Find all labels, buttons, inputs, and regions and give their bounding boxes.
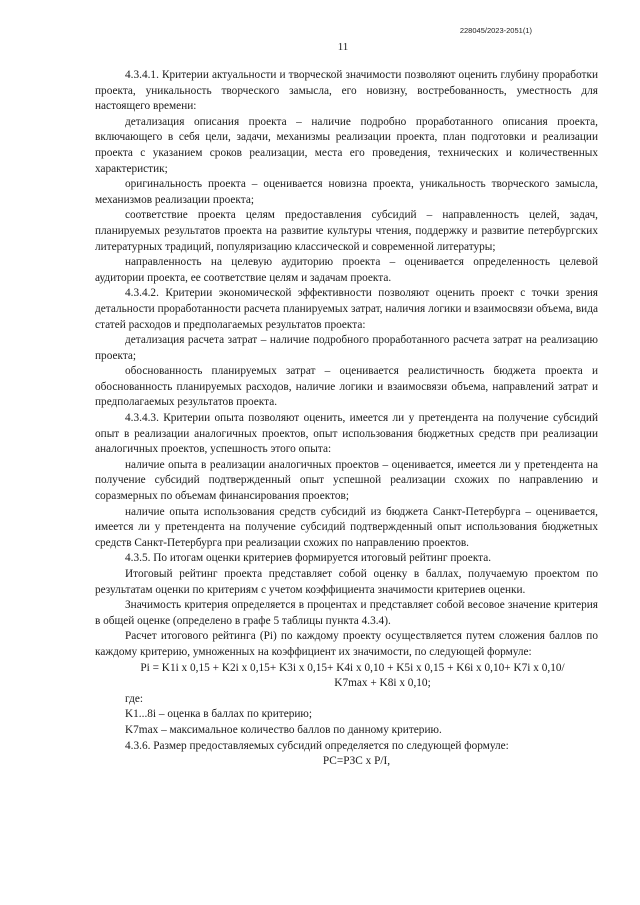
paragraph-4-3-4-1: 4.3.4.1. Критерии актуальности и творческой значимости позволяют оценить глубину проработки проекта, уникальность творческого замысла, его новизну, востребованность, уместность для настоящего времени: [95,69,598,113]
paragraph-4-3-4-2: 4.3.4.2. Критерии экономической эффективности позволяют оценить проект с точки зрения детальности проработанности расчета планируемых затрат, наличия логики и взаимосвязи объема, вида статей расходов и предполагаемых результатов проекта: [95,287,598,331]
paragraph-criterion-weight: Значимость критерия определяется в процентах и представляет собой весовое значение критерия в общей оценке (определено в графе 5 таблицы пункта 4.3.4). [95,599,598,627]
document-registration-number: 228045/2023-2051(1) [459,26,532,35]
document-body [95,68,598,770]
paragraph-budget-funds-experience: наличие опыта использования средств субсидий из бюджета Санкт-Петербурга – оценивается, имеется ли у претендента на получение субсидий подтвержденный опыт использования бюджетных средств Санкт-Петербурга при реализации схожих по направлению проектов. [95,505,598,549]
where-item: K1...8i – оценка в баллах по критерию; [125,708,312,721]
paragraph-target-audience: направленность на целевую аудиторию проекта – оценивается определенность целевой аудитории проекта, ее соответствие целям и задачам проекта. [95,256,598,284]
paragraph-originality: оригинальность проекта – оценивается новизна проекта, уникальность творческого замысла, механизмов реализации проекта; [95,178,598,206]
paragraph-detail-description: детализация описания проекта – наличие подробно проработанного описания проекта, включающего в себя цели, задачи, механизмы реализации проекта, план подготовки и реализации проекта с указанием сроков реализации, места его проведения, технических и количественных характеристик; [95,115,598,175]
paragraph-4-3-4-3: 4.3.4.3. Критерии опыта позволяют оценить, имеется ли у претендента на получение субсидий опыт в реализации аналогичных проектов, опыт использования бюджетных средств при реализации аналогичных проектов, успешность этого опыта: [95,412,598,456]
paragraph-rating-calculation: Расчет итогового рейтинга (Pi) по каждому проекту осуществляется путем сложения баллов по каждому критерию, умноженных на коэффициент их значимости, по следующей формуле: [95,630,598,658]
rating-formula-line-2: K7max + K8i х 0,10; [334,677,431,690]
subsidy-formula: РС=РЗС х P/I, [322,755,391,768]
page-number: 11 [337,41,349,53]
rating-formula [95,661,598,692]
rating-formula-line-1: Pi = K1i х 0,15 + K2i х 0,15+ K3i х 0,15+ K4i х 0,10 + K5i х 0,15 + K6i х 0,10+ K7i х 0,10/ [140,661,565,674]
paragraph-similar-projects-experience: наличие опыта в реализации аналогичных проектов – оценивается, имеется ли у претендента на получение субсидий подтвержденный опыт успешной реализации схожих по направлению и соразмерных по объемам финансирования проектов; [95,458,598,503]
where-label: где: [125,692,143,705]
paragraph-cost-justification: обоснованность планируемых затрат – оценивается реалистичность бюджета проекта и обоснованность планируемых расходов, наличие логики и взаимосвязи объема, направлений затрат и предполагаемых результатов проекта. [95,365,598,409]
paragraph-4-3-5: 4.3.5. По итогам оценки критериев формируется итоговый рейтинг проекта. [125,552,492,565]
paragraph-goals-compliance: соответствие проекта целям предоставления субсидий – направленность целей, задач, планируемых результатов проекта на развитие культуры чтения, поддержку и развитие петербургских литературных традиций, популяризацию классической и современной литературы; [95,209,598,253]
paragraph-cost-detail: детализация расчета затрат – наличие подробного проработанного расчета затрат на реализацию проекта; [95,334,598,362]
paragraph-final-rating: Итоговый рейтинг проекта представляет собой оценку в баллах, получаемую проектом по результатам оценки по критериям с учетом коэффициента значимости критериев оценки. [95,568,598,596]
where-item: K7max – максимальное количество баллов по данному критерию. [125,723,442,736]
paragraph-4-3-6: 4.3.6. Размер предоставляемых субсидий определяется по следующей формуле: [125,739,509,752]
